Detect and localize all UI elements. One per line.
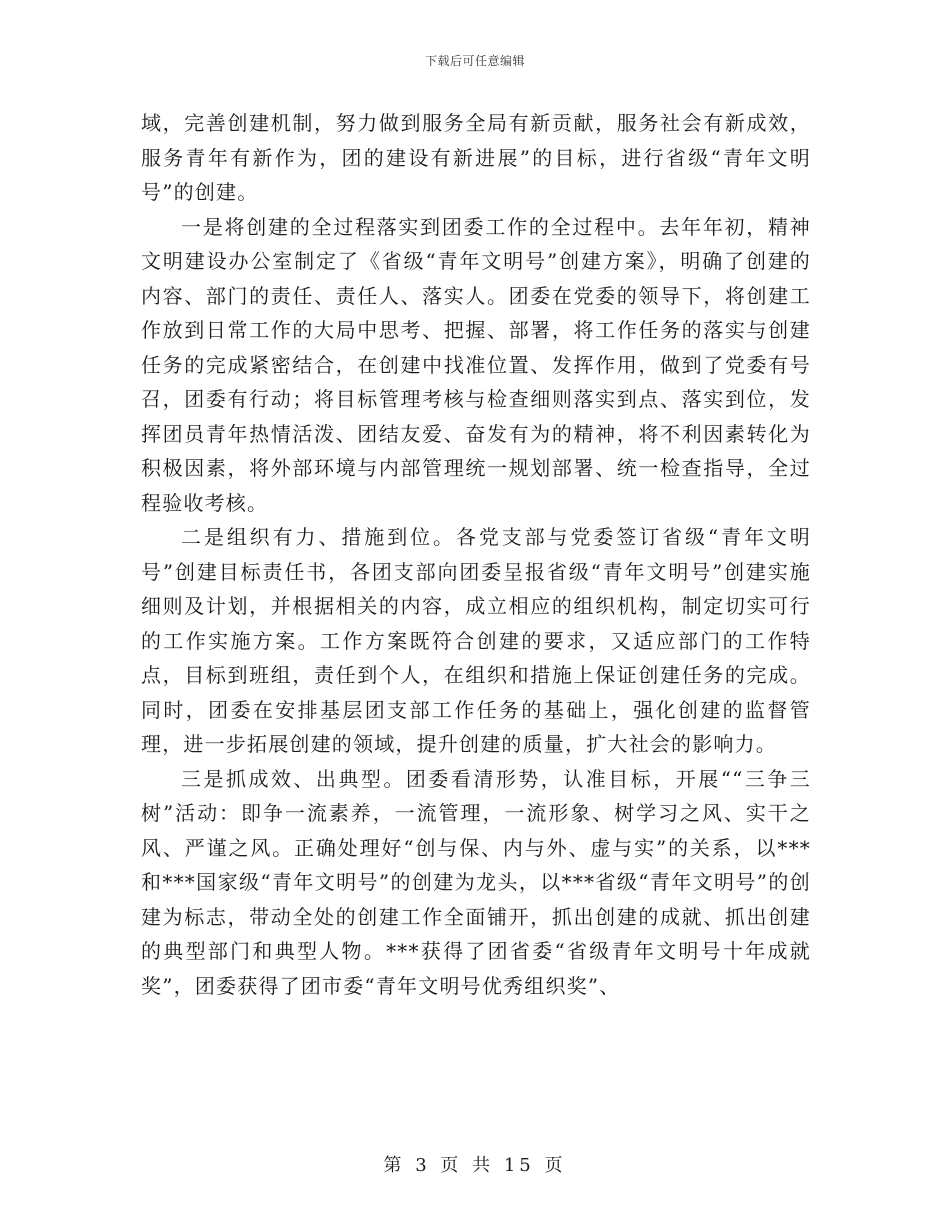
paragraph-one: 一是将创建的全过程落实到团委工作的全过程中。去年年初，精神文明建设办公室制定了《省级“青年文明号”创建方案》，明确了创建的内容、部门的责任、责任人、落实人。团委在党委的领导下，将创建工作放到日常工作的大局中思考、把握、部署，将工作任务的落实与创建任务的完成紧密结合，在创建中找准位置、发挥作用，做到了党委有号召，团委有行动；将目标管理考核与检查细则落实到点、落实到位，发挥团员青年热情活泼、团结友爱、奋发有为的精神，将不利因素转化为积极因素，将外部环境与内部管理统一规划部署、统一检查指导，全过程验收考核。 <box>141 214 811 515</box>
paragraph-two: 二是组织有力、措施到位。各党支部与党委签订省级“青年文明号”创建目标责任书，各团支部向团委呈报省级“青年文明号”创建实施细则及计划，并根据相关的内容，成立相应的组织机构，制定切实可行的工作实施方案。工作方案既符合创建的要求，又适应部门的工作特点，目标到班组，责任到个人，在组织和措施上保证创建任务的完成。同时，团委在安排基层团支部工作任务的基础上，强化创建的监督管理，进一步拓展创建的领域，提升创建的质量，扩大社会的影响力。 <box>141 525 811 756</box>
paragraph-continued: 域，完善创建机制，努力做到服务全局有新贡献，服务社会有新成效，服务青年有新作为，团的建设有新进展”的目标，进行省级“青年文明号”的创建。 <box>141 111 811 204</box>
document-body <box>141 106 811 1003</box>
header-note: 下载后可任意编辑 <box>424 54 525 68</box>
page-number-footer: 第 3 页 共 15 页 <box>383 1155 567 1176</box>
paragraph-three: 三是抓成效、出典型。团委看清形势，认准目标，开展““三争三树”活动：即争一流素养，一流管理，一流形象、树学习之风、实干之风、严谨之风。正确处理好“创与保、内与外、虚与实”的关系，以***和***国家级“青年文明号”的创建为龙头，以***省级“青年文明号”的创建为标志，带动全处的创建工作全面铺开，抓出创建的成就、抓出创建的典型部门和典型人物。***获得了团省委“省级青年文明号十年成就奖”，团委获得了团市委“青年文明号优秀组织奖”、 <box>141 766 811 998</box>
